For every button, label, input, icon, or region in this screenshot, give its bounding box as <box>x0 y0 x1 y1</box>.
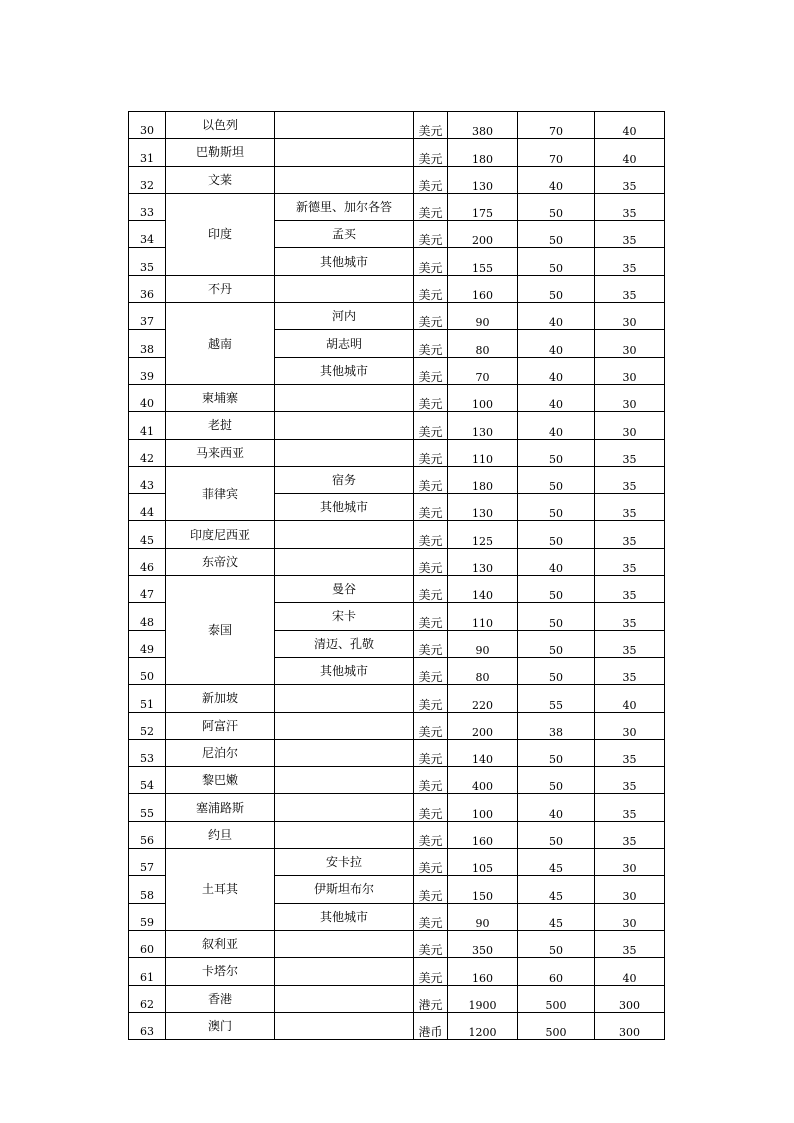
rate-value-3: 30 <box>595 357 665 384</box>
city-cell <box>275 739 414 766</box>
city-cell: 宋卡 <box>275 603 414 630</box>
city-cell: 其他城市 <box>275 657 414 684</box>
row-number: 58 <box>129 876 166 903</box>
rate-value-1: 160 <box>448 821 518 848</box>
currency-cell: 美元 <box>414 603 448 630</box>
country-cell: 文莱 <box>166 166 275 193</box>
city-cell <box>275 439 414 466</box>
rate-value-1: 110 <box>448 439 518 466</box>
currency-cell: 港币 <box>414 1012 448 1039</box>
currency-cell: 美元 <box>414 466 448 493</box>
country-cell: 尼泊尔 <box>166 739 275 766</box>
rate-value-2: 45 <box>518 849 595 876</box>
currency-cell: 美元 <box>414 876 448 903</box>
city-cell <box>275 548 414 575</box>
rate-value-3: 35 <box>595 521 665 548</box>
currency-cell: 美元 <box>414 412 448 439</box>
rate-value-2: 50 <box>518 739 595 766</box>
currency-cell: 美元 <box>414 521 448 548</box>
rate-value-1: 1900 <box>448 985 518 1012</box>
city-cell: 孟买 <box>275 221 414 248</box>
row-number: 50 <box>129 657 166 684</box>
city-cell: 曼谷 <box>275 576 414 603</box>
country-cell: 印度 <box>166 193 275 275</box>
country-cell: 澳门 <box>166 1012 275 1039</box>
row-number: 42 <box>129 439 166 466</box>
rate-value-1: 200 <box>448 712 518 739</box>
rate-value-3: 40 <box>595 958 665 985</box>
currency-cell: 美元 <box>414 849 448 876</box>
rate-value-2: 50 <box>518 767 595 794</box>
city-cell <box>275 384 414 411</box>
rate-value-2: 40 <box>518 357 595 384</box>
country-cell: 塞浦路斯 <box>166 794 275 821</box>
table-row <box>129 412 665 439</box>
row-number: 49 <box>129 630 166 657</box>
rate-value-1: 125 <box>448 521 518 548</box>
rate-value-1: 100 <box>448 794 518 821</box>
rate-value-1: 160 <box>448 958 518 985</box>
row-number: 36 <box>129 275 166 302</box>
row-number: 38 <box>129 330 166 357</box>
city-cell: 新德里、加尔各答 <box>275 193 414 220</box>
currency-cell: 美元 <box>414 275 448 302</box>
rate-value-2: 500 <box>518 985 595 1012</box>
table-row <box>129 466 665 493</box>
city-cell: 清迈、孔敬 <box>275 630 414 657</box>
rate-value-1: 220 <box>448 685 518 712</box>
rate-value-2: 70 <box>518 139 595 166</box>
country-cell: 巴勒斯坦 <box>166 139 275 166</box>
row-number: 51 <box>129 685 166 712</box>
currency-cell: 港元 <box>414 985 448 1012</box>
rate-value-1: 130 <box>448 412 518 439</box>
rate-value-2: 45 <box>518 876 595 903</box>
row-number: 46 <box>129 548 166 575</box>
rate-value-1: 160 <box>448 275 518 302</box>
rate-value-1: 130 <box>448 548 518 575</box>
rate-value-2: 50 <box>518 821 595 848</box>
rate-value-3: 30 <box>595 303 665 330</box>
rate-value-1: 90 <box>448 630 518 657</box>
rate-value-3: 30 <box>595 903 665 930</box>
row-number: 35 <box>129 248 166 275</box>
row-number: 56 <box>129 821 166 848</box>
currency-cell: 美元 <box>414 903 448 930</box>
rate-value-2: 70 <box>518 112 595 139</box>
rate-value-3: 35 <box>595 767 665 794</box>
rate-value-2: 40 <box>518 384 595 411</box>
country-cell: 黎巴嫩 <box>166 767 275 794</box>
city-cell: 其他城市 <box>275 494 414 521</box>
currency-cell: 美元 <box>414 439 448 466</box>
rate-value-2: 40 <box>518 794 595 821</box>
row-number: 63 <box>129 1012 166 1039</box>
rate-value-2: 38 <box>518 712 595 739</box>
rate-value-2: 50 <box>518 576 595 603</box>
rate-value-3: 35 <box>595 794 665 821</box>
country-cell: 新加坡 <box>166 685 275 712</box>
rate-value-1: 140 <box>448 576 518 603</box>
currency-cell: 美元 <box>414 193 448 220</box>
rate-value-2: 40 <box>518 303 595 330</box>
city-cell <box>275 112 414 139</box>
table-row <box>129 193 665 220</box>
row-number: 30 <box>129 112 166 139</box>
currency-cell: 美元 <box>414 930 448 957</box>
city-cell <box>275 794 414 821</box>
currency-cell: 美元 <box>414 494 448 521</box>
country-cell: 叙利亚 <box>166 930 275 957</box>
city-cell: 其他城市 <box>275 903 414 930</box>
table-row <box>129 958 665 985</box>
currency-cell: 美元 <box>414 958 448 985</box>
city-cell <box>275 166 414 193</box>
rate-value-1: 380 <box>448 112 518 139</box>
table-row <box>129 712 665 739</box>
row-number: 52 <box>129 712 166 739</box>
country-cell: 香港 <box>166 985 275 1012</box>
rate-value-1: 130 <box>448 166 518 193</box>
table-row <box>129 275 665 302</box>
city-cell <box>275 521 414 548</box>
currency-cell: 美元 <box>414 221 448 248</box>
rate-value-3: 30 <box>595 330 665 357</box>
rate-value-2: 50 <box>518 494 595 521</box>
rate-value-2: 40 <box>518 548 595 575</box>
country-cell: 马来西亚 <box>166 439 275 466</box>
rate-value-3: 35 <box>595 193 665 220</box>
rate-value-1: 130 <box>448 494 518 521</box>
currency-cell: 美元 <box>414 712 448 739</box>
rate-value-1: 400 <box>448 767 518 794</box>
rate-value-1: 80 <box>448 657 518 684</box>
rate-value-3: 30 <box>595 412 665 439</box>
row-number: 57 <box>129 849 166 876</box>
rate-value-3: 35 <box>595 248 665 275</box>
currency-cell: 美元 <box>414 739 448 766</box>
rate-value-2: 50 <box>518 657 595 684</box>
row-number: 34 <box>129 221 166 248</box>
rate-value-2: 50 <box>518 275 595 302</box>
city-cell: 其他城市 <box>275 357 414 384</box>
rate-value-3: 40 <box>595 139 665 166</box>
country-cell: 不丹 <box>166 275 275 302</box>
city-cell <box>275 1012 414 1039</box>
rate-value-2: 50 <box>518 930 595 957</box>
rate-value-3: 300 <box>595 985 665 1012</box>
row-number: 47 <box>129 576 166 603</box>
city-cell: 伊斯坦布尔 <box>275 876 414 903</box>
country-cell: 阿富汗 <box>166 712 275 739</box>
rate-value-2: 60 <box>518 958 595 985</box>
country-cell: 菲律宾 <box>166 466 275 521</box>
table-row <box>129 1012 665 1039</box>
row-number: 39 <box>129 357 166 384</box>
country-cell: 土耳其 <box>166 849 275 931</box>
currency-cell: 美元 <box>414 112 448 139</box>
rate-value-3: 35 <box>595 494 665 521</box>
city-cell: 其他城市 <box>275 248 414 275</box>
rate-value-2: 50 <box>518 630 595 657</box>
currency-cell: 美元 <box>414 548 448 575</box>
rate-value-1: 155 <box>448 248 518 275</box>
city-cell <box>275 685 414 712</box>
city-cell <box>275 712 414 739</box>
city-cell <box>275 958 414 985</box>
rate-value-3: 35 <box>595 166 665 193</box>
table-row <box>129 821 665 848</box>
currency-cell: 美元 <box>414 139 448 166</box>
row-number: 44 <box>129 494 166 521</box>
city-cell: 河内 <box>275 303 414 330</box>
rate-value-1: 70 <box>448 357 518 384</box>
rate-value-1: 180 <box>448 466 518 493</box>
rate-value-3: 35 <box>595 821 665 848</box>
currency-cell: 美元 <box>414 657 448 684</box>
table-row <box>129 739 665 766</box>
row-number: 32 <box>129 166 166 193</box>
rate-value-2: 50 <box>518 248 595 275</box>
currency-cell: 美元 <box>414 357 448 384</box>
rate-value-2: 50 <box>518 221 595 248</box>
row-number: 54 <box>129 767 166 794</box>
rate-value-2: 40 <box>518 412 595 439</box>
table-row <box>129 139 665 166</box>
rate-value-1: 100 <box>448 384 518 411</box>
row-number: 53 <box>129 739 166 766</box>
currency-cell: 美元 <box>414 767 448 794</box>
rate-value-3: 35 <box>595 630 665 657</box>
city-cell <box>275 412 414 439</box>
rate-value-3: 35 <box>595 657 665 684</box>
rate-value-1: 175 <box>448 193 518 220</box>
table-row <box>129 166 665 193</box>
city-cell <box>275 821 414 848</box>
rate-value-3: 35 <box>595 930 665 957</box>
currency-cell: 美元 <box>414 384 448 411</box>
rate-value-3: 35 <box>595 221 665 248</box>
city-cell: 宿务 <box>275 466 414 493</box>
rate-value-3: 35 <box>595 548 665 575</box>
table-row <box>129 576 665 603</box>
country-cell: 东帝汶 <box>166 548 275 575</box>
city-cell <box>275 139 414 166</box>
row-number: 62 <box>129 985 166 1012</box>
row-number: 41 <box>129 412 166 439</box>
rate-value-1: 350 <box>448 930 518 957</box>
currency-cell: 美元 <box>414 576 448 603</box>
row-number: 31 <box>129 139 166 166</box>
currency-cell: 美元 <box>414 248 448 275</box>
row-number: 37 <box>129 303 166 330</box>
rate-value-3: 40 <box>595 685 665 712</box>
row-number: 48 <box>129 603 166 630</box>
rate-value-2: 40 <box>518 166 595 193</box>
currency-cell: 美元 <box>414 303 448 330</box>
city-cell <box>275 930 414 957</box>
rate-value-3: 40 <box>595 112 665 139</box>
rate-value-1: 1200 <box>448 1012 518 1039</box>
rate-value-3: 35 <box>595 739 665 766</box>
rate-value-3: 30 <box>595 384 665 411</box>
rates-table <box>128 111 665 1040</box>
rate-value-2: 45 <box>518 903 595 930</box>
table-row <box>129 685 665 712</box>
currency-cell: 美元 <box>414 821 448 848</box>
rate-value-3: 35 <box>595 439 665 466</box>
country-cell: 约旦 <box>166 821 275 848</box>
row-number: 61 <box>129 958 166 985</box>
rate-value-1: 110 <box>448 603 518 630</box>
rate-value-3: 35 <box>595 275 665 302</box>
row-number: 59 <box>129 903 166 930</box>
country-cell: 柬埔寨 <box>166 384 275 411</box>
city-cell <box>275 985 414 1012</box>
country-cell: 卡塔尔 <box>166 958 275 985</box>
rate-value-3: 30 <box>595 876 665 903</box>
rate-value-2: 55 <box>518 685 595 712</box>
table-row <box>129 767 665 794</box>
country-cell: 越南 <box>166 303 275 385</box>
rate-value-2: 40 <box>518 330 595 357</box>
currency-cell: 美元 <box>414 685 448 712</box>
table-row <box>129 985 665 1012</box>
rate-value-2: 50 <box>518 466 595 493</box>
table-row <box>129 521 665 548</box>
table-row <box>129 548 665 575</box>
rate-value-1: 150 <box>448 876 518 903</box>
rate-value-1: 140 <box>448 739 518 766</box>
rate-value-3: 300 <box>595 1012 665 1039</box>
rate-value-2: 50 <box>518 439 595 466</box>
rate-value-1: 80 <box>448 330 518 357</box>
city-cell <box>275 275 414 302</box>
table-row <box>129 794 665 821</box>
country-cell: 以色列 <box>166 112 275 139</box>
row-number: 60 <box>129 930 166 957</box>
city-cell <box>275 767 414 794</box>
city-cell: 胡志明 <box>275 330 414 357</box>
rates-table-body <box>129 112 665 1040</box>
country-cell: 老挝 <box>166 412 275 439</box>
row-number: 45 <box>129 521 166 548</box>
currency-cell: 美元 <box>414 166 448 193</box>
country-cell: 印度尼西亚 <box>166 521 275 548</box>
table-row <box>129 303 665 330</box>
row-number: 33 <box>129 193 166 220</box>
row-number: 43 <box>129 466 166 493</box>
row-number: 40 <box>129 384 166 411</box>
rate-value-1: 180 <box>448 139 518 166</box>
rate-value-3: 30 <box>595 849 665 876</box>
currency-cell: 美元 <box>414 630 448 657</box>
country-cell: 泰国 <box>166 576 275 685</box>
table-row <box>129 930 665 957</box>
rate-value-2: 50 <box>518 193 595 220</box>
rate-value-3: 35 <box>595 576 665 603</box>
rate-value-2: 500 <box>518 1012 595 1039</box>
rate-value-1: 200 <box>448 221 518 248</box>
city-cell: 安卡拉 <box>275 849 414 876</box>
currency-cell: 美元 <box>414 330 448 357</box>
rate-value-1: 90 <box>448 903 518 930</box>
rate-value-1: 90 <box>448 303 518 330</box>
table-row <box>129 112 665 139</box>
rate-value-3: 30 <box>595 712 665 739</box>
row-number: 55 <box>129 794 166 821</box>
rate-value-3: 35 <box>595 603 665 630</box>
table-row <box>129 384 665 411</box>
table-row <box>129 439 665 466</box>
rate-value-2: 50 <box>518 603 595 630</box>
rate-value-2: 50 <box>518 521 595 548</box>
rate-value-1: 105 <box>448 849 518 876</box>
currency-cell: 美元 <box>414 794 448 821</box>
table-row <box>129 849 665 876</box>
rate-value-3: 35 <box>595 466 665 493</box>
